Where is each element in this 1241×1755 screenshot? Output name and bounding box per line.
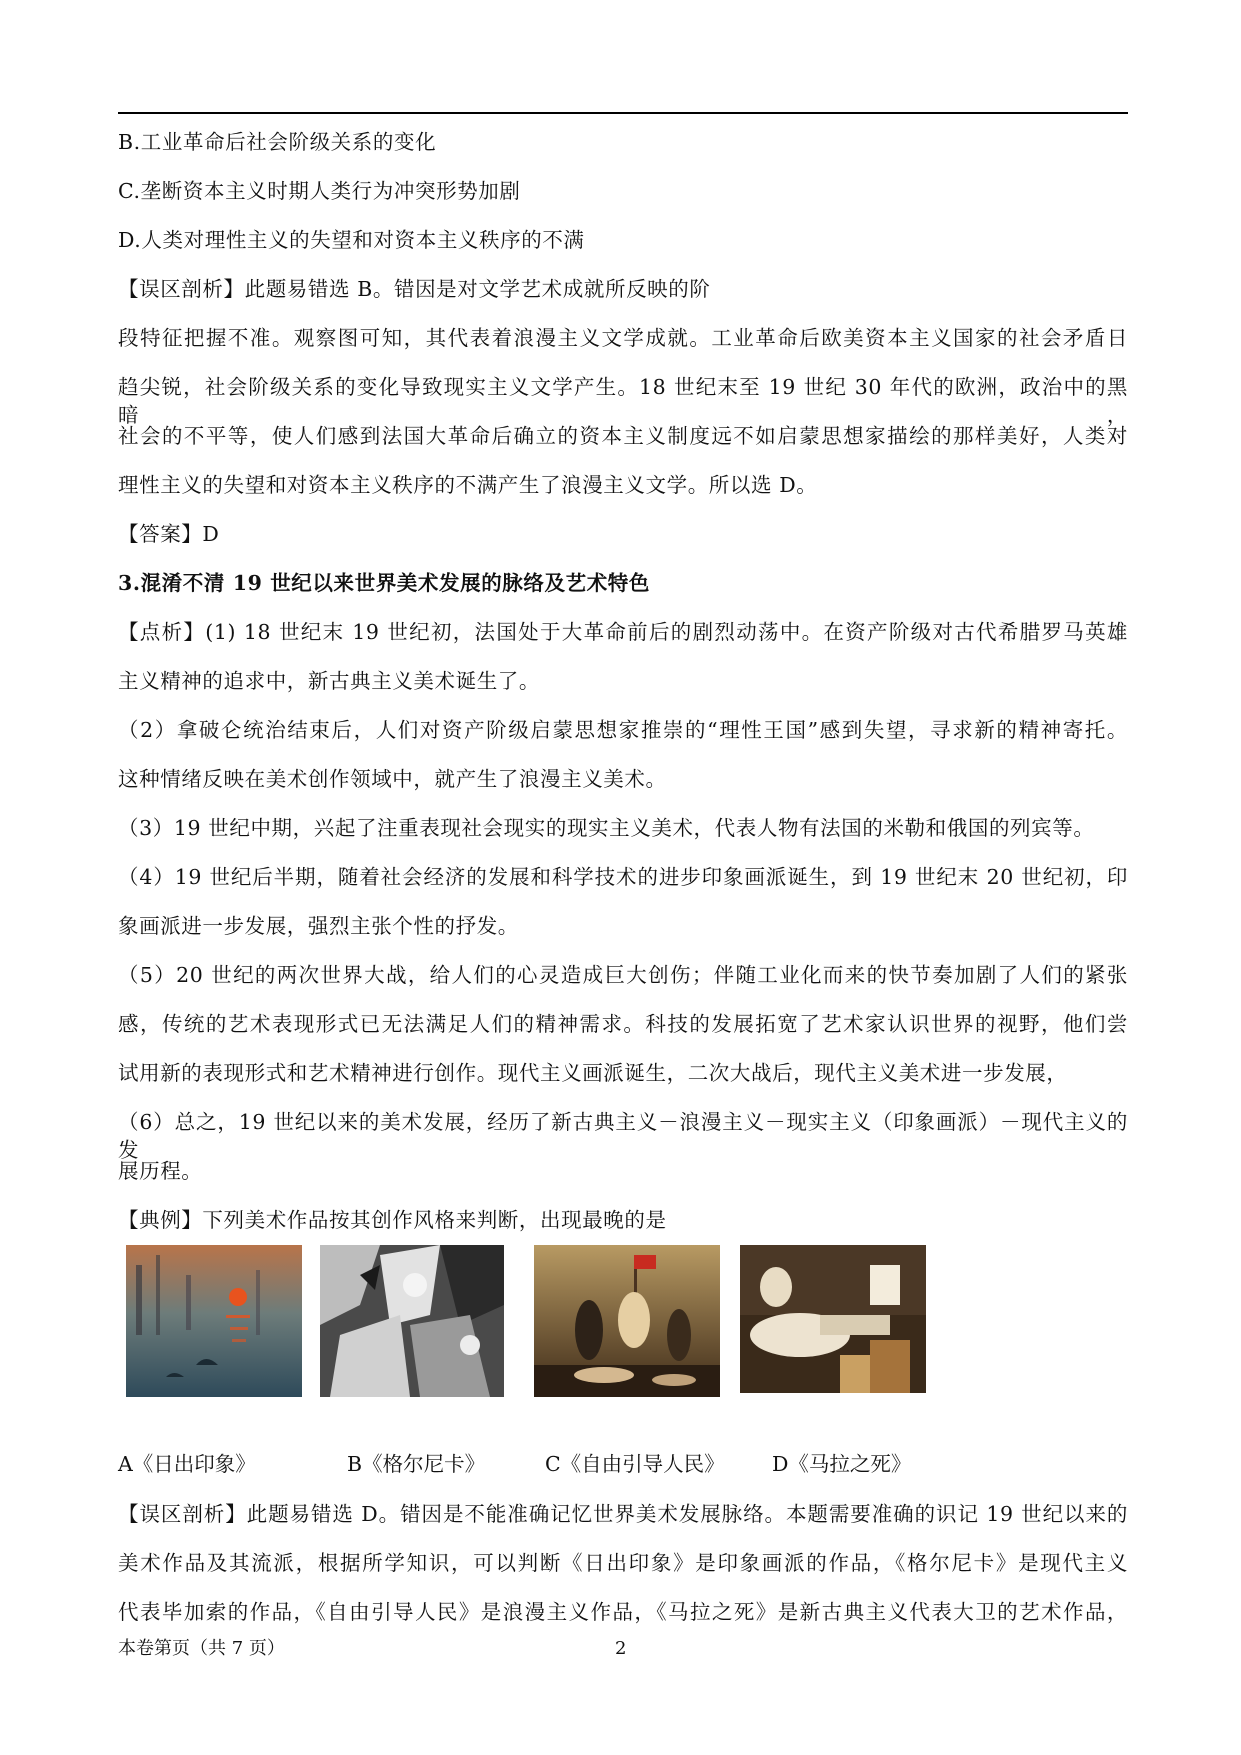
analysis-line-4: 社会的不平等，使人们感到法国大革命后确立的资本主义制度远不如启蒙思想家描绘的那样美好，人类对: [118, 424, 1128, 448]
point-line-3: （2）拿破仑统治结束后，人们对资产阶级启蒙思想家推崇的“理性王国”感到失望，寻求新的精神寄托。: [118, 718, 1128, 742]
option-c-line: C.垄断资本主义时期人类行为冲突形势加剧: [118, 179, 521, 203]
analysis2-line-2: 美术作品及其流派，根据所学知识，可以判断《日出印象》是印象画派的作品，《格尔尼卡》是现代主义: [118, 1551, 1128, 1575]
analysis-line-2: 段特征把握不准。观察图可知，其代表着浪漫主义文学成就。工业革命后欧美资本主义国家的社会矛盾日: [118, 326, 1128, 350]
point-line-5: （3）19 世纪中期，兴起了注重表现社会现实的现实主义美术，代表人物有法国的米勒和俄国的列宾等。: [118, 816, 1095, 840]
analysis2-line-1: 【误区剖析】此题易错选 D。错因是不能准确记忆世界美术发展脉络。本题需要准确的识记 19 世纪以来的: [118, 1502, 1128, 1526]
painting-liberty-leading-the-people: [534, 1245, 720, 1397]
analysis-line-3: 趋尖锐，社会阶级关系的变化导致现实主义文学产生。18 世纪末至 19 世纪 30 年代的欧洲，政治中的黑暗，: [118, 375, 1128, 427]
analysis2-line-3: 代表毕加索的作品，《自由引导人民》是浪漫主义作品，《马拉之死》是新古典主义代表大卫的艺术作品，: [118, 1600, 1128, 1624]
point-line-10: 试用新的表现形式和艺术精神进行创作。现代主义画派诞生，二次大战后，现代主义美术进一步发展，: [118, 1061, 1068, 1085]
section-heading: 3.混淆不清 19 世纪以来世界美术发展的脉络及艺术特色: [118, 571, 651, 595]
point-line-4: 这种情绪反映在美术创作领域中，就产生了浪漫主义美术。: [118, 767, 667, 791]
point-line-9: 感，传统的艺术表现形式已无法满足人们的精神需求。科技的发展拓宽了艺术家认识世界的视野，他们尝: [118, 1012, 1128, 1036]
footer-text: 本卷第页（共 7 页）: [118, 1638, 285, 1659]
page-number: 2: [615, 1638, 627, 1659]
analysis-line-1: 【误区剖析】此题易错选 B。错因是对文学艺术成就所反映的阶: [118, 277, 711, 301]
painting-death-of-marat: [740, 1245, 926, 1393]
point-line-6: （4）19 世纪后半期，随着社会经济的发展和科学技术的进步印象画派诞生，到 19 世纪末 20 世纪初，印: [118, 865, 1128, 889]
point-line-7: 象画派进一步发展，强烈主张个性的抒发。: [118, 914, 519, 938]
point-line-12: 展历程。: [118, 1159, 203, 1183]
option-b-caption: B《格尔尼卡》: [347, 1452, 486, 1476]
header-rule: [118, 112, 1128, 114]
point-line-11: （6）总之，19 世纪以来的美术发展，经历了新古典主义－浪漫主义－现实主义（印象画派）－现代主义的发: [118, 1110, 1128, 1162]
point-line-8: （5）20 世纪的两次世界大战，给人们的心灵造成巨大创伤；伴随工业化而来的快节奏加剧了人们的紧张: [118, 963, 1128, 987]
option-d-caption: D《马拉之死》: [772, 1452, 912, 1476]
answer-line: 【答案】D: [118, 522, 220, 546]
painting-impression-sunrise: [126, 1245, 302, 1397]
example-question: 【典例】下列美术作品按其创作风格来判断，出现最晚的是: [118, 1208, 667, 1232]
option-d-line: D.人类对理性主义的失望和对资本主义秩序的不满: [118, 228, 585, 252]
point-line-1: 【点析】(1) 18 世纪末 19 世纪初，法国处于大革命前后的剧烈动荡中。在资产阶级对古代希腊罗马英雄: [118, 620, 1128, 644]
option-b-line: B.工业革命后社会阶级关系的变化: [118, 130, 437, 154]
option-a-caption: A《日出印象》: [118, 1452, 256, 1476]
point-line-2: 主义精神的追求中，新古典主义美术诞生了。: [118, 669, 540, 693]
analysis-line-5: 理性主义的失望和对资本主义秩序的不满产生了浪漫主义文学。所以选 D。: [118, 473, 818, 497]
painting-guernica: [320, 1245, 504, 1397]
option-c-caption: C《自由引导人民》: [545, 1452, 725, 1476]
